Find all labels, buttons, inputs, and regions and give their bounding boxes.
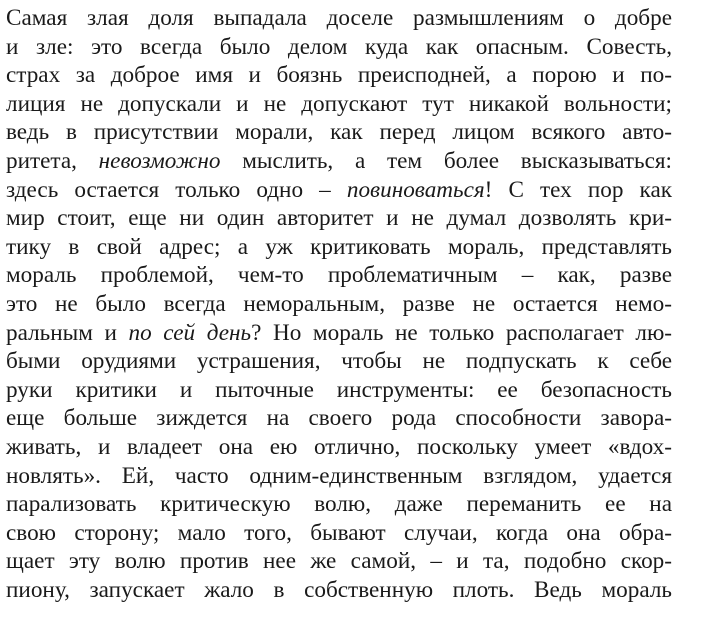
text-line: здесь остается только одно – повиноваться! С тех пор как	[6, 176, 672, 203]
text-line: еще больше зиждется на своего рода способности завора-	[6, 405, 672, 432]
emphasis-text: невозможно	[98, 147, 221, 174]
emphasis-text: по сей день	[128, 319, 252, 346]
text-line: ведь в присутствии морали, как перед лицом всякого авто-	[6, 119, 672, 146]
text-line: и зле: это всегда было делом куда как опасным. Совесть,	[6, 33, 672, 60]
text-line: парализовать критическую волю, даже переманить ее на	[6, 491, 672, 518]
text-line: мораль проблемой, чем-то проблематичным – как, разве	[6, 262, 672, 289]
text-line: тику в свой адрес; а уж критиковать мораль, представлять	[6, 233, 672, 260]
text-line: страх за доброе имя и боязнь преисподней, а порою и по-	[6, 62, 672, 89]
text-line: руки критики и пыточные инструменты: ее безопасность	[6, 376, 672, 403]
text-line: мир стоит, еще ни один авторитет и не думал дозволять кри-	[6, 205, 672, 232]
text-line: ритета, невозможно мыслить, а тем более высказываться:	[6, 147, 672, 174]
text-line: это не было всегда неморальным, разве не остается немо-	[6, 290, 672, 317]
text-line: пиону, запускает жало в собственную плоть. Ведь мораль	[6, 576, 672, 603]
paragraph	[6, 4, 672, 604]
text-line: ральным и по сей день? Но мораль не только располагает лю-	[6, 319, 673, 346]
text-line: Самая злая доля выпадала доселе размышлениям о добре	[6, 5, 672, 31]
text-line: свою сторону; мало того, бывают случаи, когда она обра-	[6, 519, 672, 546]
text-line: щает эту волю против нее же самой, – и та, подобно скор-	[6, 548, 672, 575]
text-line: живать, и владеет она ею отлично, поскольку умеет «вдох-	[6, 433, 672, 460]
text-line: новлять». Ей, часто одним-единственным взглядом, удается	[6, 462, 672, 489]
text-line: быми орудиями устрашения, чтобы не подпускать к себе	[6, 348, 672, 375]
emphasis-text: повиноваться	[346, 176, 485, 203]
text-line: лиция не допускали и не допускают тут никакой вольности;	[6, 90, 672, 117]
